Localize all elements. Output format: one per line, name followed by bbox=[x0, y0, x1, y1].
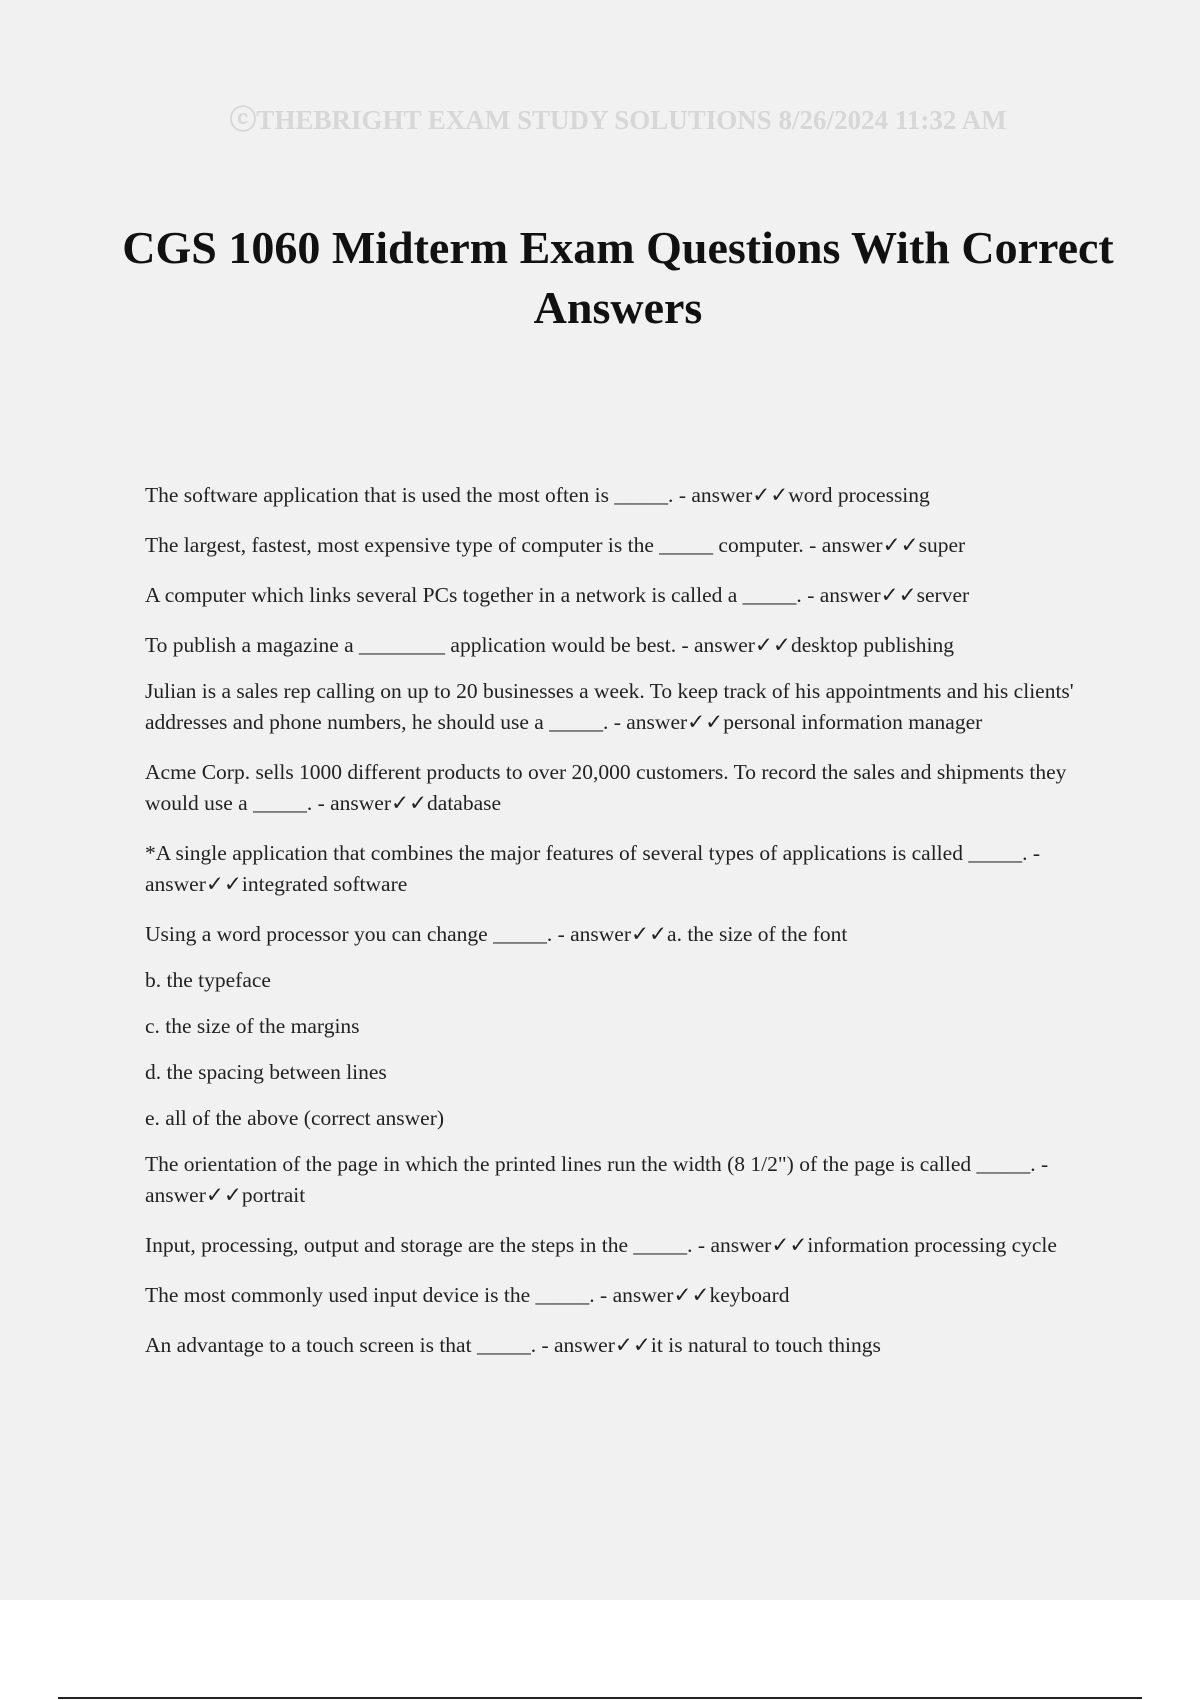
question-text: *A single application that combines the major features of several types of applications is called _____. bbox=[145, 841, 1028, 865]
answer-text: keyboard bbox=[709, 1283, 790, 1307]
question-text: The largest, fastest, most expensive type of computer is the _____ computer. bbox=[145, 533, 804, 557]
watermark: ⓒTHEBRIGHT EXAM STUDY SOLUTIONS 8/26/2024 11:32 AM bbox=[229, 105, 1007, 135]
answer-marker: - answer✓✓ bbox=[801, 583, 917, 607]
answer-marker: - answer✓✓ bbox=[803, 533, 919, 557]
answer-marker: - answer✓✓ bbox=[145, 1152, 1049, 1207]
page-divider bbox=[58, 1697, 1142, 1699]
question-text: Acme Corp. sells 1000 different products to over 20,000 customers. To record the sales and shipments they would use a _____. bbox=[145, 760, 1067, 815]
option-item: d. the spacing between lines bbox=[145, 1060, 387, 1084]
answer-text: server bbox=[916, 583, 970, 607]
option-item: c. the size of the margins bbox=[145, 1014, 360, 1038]
qa-list bbox=[145, 480, 1090, 1380]
answer-marker: - answer✓✓ bbox=[676, 633, 791, 657]
option-item: e. all of the above (correct answer) bbox=[145, 1106, 445, 1130]
answer-marker: - answer✓✓ bbox=[608, 710, 724, 734]
qa-item bbox=[145, 919, 1090, 950]
qa-item bbox=[145, 580, 1090, 611]
answer-marker: - answer✓✓ bbox=[673, 483, 789, 507]
qa-item bbox=[145, 757, 1090, 819]
question-text: The software application that is used the most often is _____. bbox=[145, 483, 674, 507]
question-text: Using a word processor you can change _____. bbox=[145, 922, 553, 946]
qa-item bbox=[145, 838, 1090, 900]
answer-text: super bbox=[918, 533, 966, 557]
question-text: A computer which links several PCs together in a network is called a _____. bbox=[145, 583, 802, 607]
option-item: b. the typeface bbox=[145, 968, 271, 992]
qa-item bbox=[145, 1330, 1090, 1361]
answer-text: database bbox=[427, 791, 502, 815]
question-text: To publish a magazine a ________ application would be best. bbox=[145, 633, 677, 657]
page-title: CGS 1060 Midterm Exam Questions With Correct Answers bbox=[122, 222, 1114, 333]
question-text: The most commonly used input device is the _____. bbox=[145, 1283, 595, 1307]
question-text: The orientation of the page in which the printed lines run the width (8 1/2") of the page is called _____. bbox=[145, 1152, 1036, 1176]
answer-marker: - answer✓✓ bbox=[145, 841, 1040, 896]
answer-marker: - answer✓✓ bbox=[594, 1283, 710, 1307]
qa-item bbox=[145, 676, 1090, 738]
question-text: Input, processing, output and storage are the steps in the _____. bbox=[145, 1233, 693, 1257]
answer-text: information processing cycle bbox=[807, 1233, 1057, 1257]
answer-text: word processing bbox=[788, 483, 930, 507]
answer-marker: - answer✓✓ bbox=[312, 791, 428, 815]
answer-marker: - answer✓✓ bbox=[692, 1233, 808, 1257]
qa-item bbox=[145, 530, 1090, 561]
answer-text: a. the size of the font bbox=[667, 922, 848, 946]
question-text: An advantage to a touch screen is that _____. bbox=[145, 1333, 537, 1357]
qa-item bbox=[145, 1149, 1090, 1211]
answer-marker: - answer✓✓ bbox=[552, 922, 668, 946]
answer-text: it is natural to touch things bbox=[650, 1333, 881, 1357]
qa-item bbox=[145, 1280, 1090, 1311]
answer-text: portrait bbox=[241, 1183, 306, 1207]
qa-item bbox=[145, 1230, 1090, 1261]
answer-marker: - answer✓✓ bbox=[536, 1333, 651, 1357]
answer-text: personal information manager bbox=[723, 710, 983, 734]
answer-text: integrated software bbox=[241, 872, 408, 896]
answer-text: desktop publishing bbox=[790, 633, 954, 657]
question-text: Julian is a sales rep calling on up to 20 businesses a week. To keep track of his appointments and his clients' addresses and phone numbers, he should use a _____. bbox=[145, 679, 1074, 734]
qa-item bbox=[145, 630, 1090, 661]
qa-item bbox=[145, 480, 1090, 511]
